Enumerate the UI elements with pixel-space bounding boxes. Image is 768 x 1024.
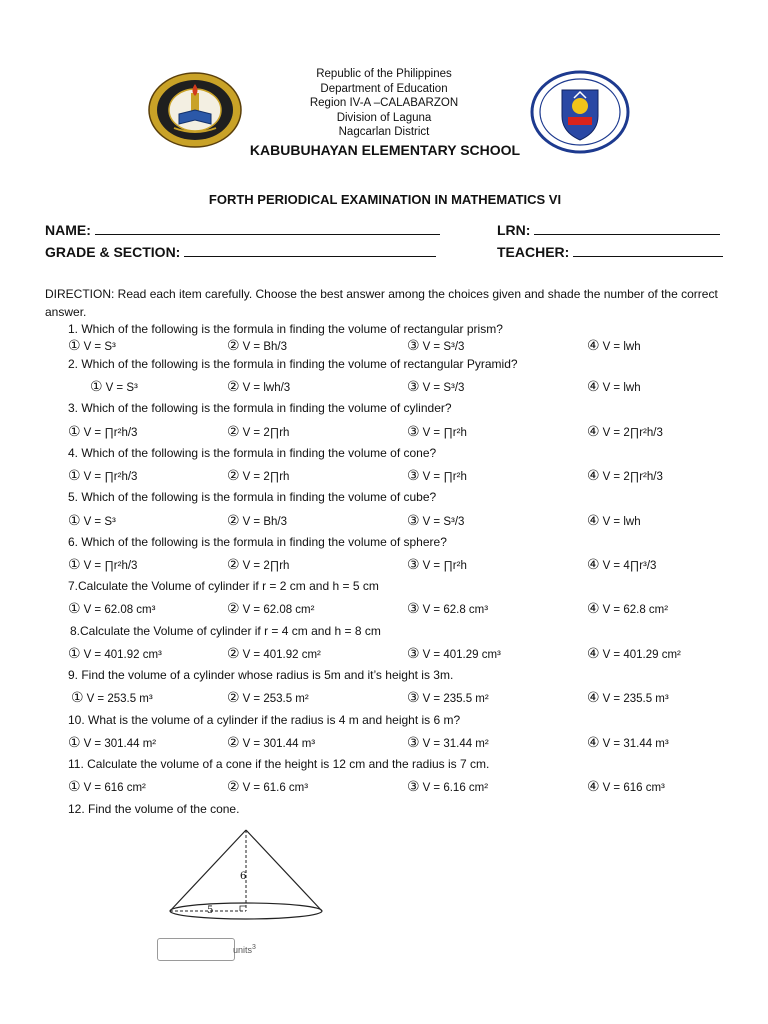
question-1-choice-2[interactable]	[227, 337, 287, 354]
question-10-text: 10. What is the volume of a cylinder if the radius is 4 m and height is 6 m?	[68, 713, 461, 727]
choice-number-bubble[interactable]: ③	[407, 378, 420, 394]
choice-text: V = ∏r²h	[422, 471, 467, 483]
choice-text: V = S³/3	[422, 341, 465, 353]
grade-section-blank[interactable]	[184, 244, 436, 257]
choice-number-bubble[interactable]: ③	[407, 778, 420, 794]
choice-number-bubble[interactable]: ③	[407, 512, 420, 528]
choice-text: V = lwh	[602, 516, 641, 528]
choice-number-bubble[interactable]: ④	[587, 337, 600, 353]
choice-text: V = 301.44 m³	[242, 738, 316, 750]
choice-number-bubble[interactable]: ②	[227, 378, 240, 394]
choice-text: V = 61.6 cm³	[242, 782, 309, 794]
question-7-choice-2[interactable]	[227, 600, 314, 617]
question-8-choice-1[interactable]	[68, 645, 162, 662]
choice-text: V = 301.44 m²	[83, 738, 157, 750]
choice-number-bubble[interactable]: ③	[407, 423, 420, 439]
choice-number-bubble[interactable]: ④	[587, 512, 600, 528]
question-6-choice-2[interactable]	[227, 556, 289, 573]
question-11-choice-3[interactable]	[407, 778, 488, 795]
question-9-choice-4[interactable]	[587, 689, 669, 706]
choice-number-bubble[interactable]: ④	[587, 467, 600, 483]
question-11-text: 11. Calculate the volume of a cone if the height is 12 cm and the radius is 7 cm.	[68, 757, 490, 771]
lrn-blank[interactable]	[534, 222, 720, 235]
choice-number-bubble[interactable]: ①	[90, 378, 103, 394]
choice-number-bubble[interactable]: ③	[407, 467, 420, 483]
choice-text: V = 401.92 cm³	[83, 649, 162, 661]
question-5-choice-1[interactable]	[68, 512, 116, 529]
choice-text: V = Bh/3	[242, 516, 287, 528]
question-10-choice-2[interactable]	[227, 734, 315, 751]
question-11-choice-1[interactable]	[68, 778, 146, 795]
question-2-choice-1[interactable]	[90, 378, 138, 395]
choice-number-bubble[interactable]: ②	[227, 600, 240, 616]
choice-number-bubble[interactable]: ①	[68, 734, 81, 750]
choice-number-bubble[interactable]: ②	[227, 689, 240, 705]
question-4-choice-2[interactable]	[227, 467, 289, 484]
choice-number-bubble[interactable]: ④	[587, 778, 600, 794]
choice-text: V = 2∏rh	[242, 560, 290, 572]
choice-text: V = 235.5 m³	[602, 693, 669, 705]
header-line-district: Nagcarlan District	[338, 126, 430, 138]
name-blank[interactable]	[95, 222, 440, 235]
choice-number-bubble[interactable]: ①	[68, 645, 81, 661]
question-1-choice-1[interactable]	[68, 337, 116, 354]
choice-text: V = lwh/3	[242, 382, 291, 394]
choice-text: V = 401.92 cm²	[242, 649, 321, 661]
teacher-label: TEACHER:	[497, 244, 570, 260]
direction-text: DIRECTION: Read each item carefully. Choose the best answer among the choices given and shade the number of the correct answer.	[45, 287, 718, 319]
choice-text: V = 62.08 cm³	[83, 604, 156, 616]
choice-text: V = S³/3	[422, 382, 465, 394]
choice-text: V = S³	[83, 516, 116, 528]
answer-input[interactable]	[157, 938, 235, 961]
question-9-choice-1[interactable]	[71, 689, 153, 706]
choice-number-bubble[interactable]: ①	[68, 778, 81, 794]
choice-text: V = ∏r²h/3	[83, 560, 138, 572]
cone-height-label: 6	[240, 871, 247, 882]
question-3-choice-2[interactable]	[227, 423, 289, 440]
question-6-choice-1[interactable]	[68, 556, 137, 573]
choice-number-bubble[interactable]: ①	[71, 689, 84, 705]
lrn-field[interactable]	[497, 222, 720, 238]
lrn-label: LRN:	[497, 222, 531, 238]
question-12-text: 12. Find the volume of the cone.	[68, 802, 240, 816]
question-5-choice-2[interactable]	[227, 512, 287, 529]
choice-text: V = lwh	[602, 382, 641, 394]
question-8-text: 8.Calculate the Volume of cylinder if r = 4 cm and h = 8 cm	[70, 624, 381, 638]
choice-number-bubble[interactable]: ③	[407, 600, 420, 616]
choice-number-bubble[interactable]: ①	[68, 337, 81, 353]
choice-number-bubble[interactable]: ④	[587, 378, 600, 394]
question-8-choice-2[interactable]	[227, 645, 321, 662]
choice-text: V = 31.44 m²	[422, 738, 489, 750]
choice-text: V = 62.8 cm²	[602, 604, 669, 616]
choice-number-bubble[interactable]: ②	[227, 556, 240, 572]
choice-number-bubble[interactable]: ②	[227, 467, 240, 483]
header-line-region: Region IV-A –CALABARZON	[309, 97, 459, 109]
header-line-department: Department of Education	[320, 83, 448, 95]
question-4-choice-1[interactable]	[68, 467, 137, 484]
choice-number-bubble[interactable]: ②	[227, 734, 240, 750]
question-3-choice-1[interactable]	[68, 423, 137, 440]
header-line-republic: Republic of the Philippines	[316, 68, 452, 80]
choice-text: V = 4∏r³/3	[602, 560, 657, 572]
question-3-choice-4[interactable]	[587, 423, 663, 440]
choice-text: V = 2∏r²h/3	[602, 471, 663, 483]
question-3-text: 3. Which of the following is the formula in finding the volume of cylinder?	[68, 401, 452, 415]
choice-text: V = 2∏rh	[242, 471, 290, 483]
choice-number-bubble[interactable]: ②	[227, 512, 240, 528]
question-9-text: 9. Find the volume of a cylinder whose radius is 5m and it’s height is 3m.	[68, 668, 454, 682]
choice-number-bubble[interactable]: ③	[407, 734, 420, 750]
choice-number-bubble[interactable]: ①	[68, 423, 81, 439]
choice-text: V = 2∏rh	[242, 427, 290, 439]
choice-number-bubble[interactable]: ①	[68, 467, 81, 483]
question-9-choice-2[interactable]	[227, 689, 309, 706]
choice-text: V = 62.08 cm²	[242, 604, 315, 616]
question-6-text: 6. Which of the following is the formula in finding the volume of sphere?	[68, 535, 447, 549]
question-8-choice-3[interactable]	[407, 645, 501, 662]
question-8-choice-4[interactable]	[587, 645, 681, 662]
question-5-choice-4[interactable]	[587, 512, 641, 529]
choice-text: V = 31.44 m³	[602, 738, 669, 750]
question-4-text: 4. Which of the following is the formula in finding the volume of cone?	[68, 446, 437, 460]
cone-radius-label: 5	[207, 905, 214, 916]
question-2-choice-2[interactable]	[227, 378, 290, 395]
choice-number-bubble[interactable]: ②	[227, 423, 240, 439]
choice-number-bubble[interactable]: ①	[68, 600, 81, 616]
question-10-choice-3[interactable]	[407, 734, 489, 751]
question-1-text: 1. Which of the following is the formula in finding the volume of rectangular prism?	[68, 322, 503, 336]
grade-section-field[interactable]	[45, 244, 436, 260]
question-11-choice-2[interactable]	[227, 778, 308, 795]
header-line-division: Division of Laguna	[336, 112, 432, 124]
choice-number-bubble[interactable]: ④	[587, 423, 600, 439]
choice-text: V = S³	[83, 341, 116, 353]
question-7-choice-1[interactable]	[68, 600, 155, 617]
school-name: KABUBUHAYAN ELEMENTARY SCHOOL	[249, 142, 521, 158]
question-3-choice-3[interactable]	[407, 423, 467, 440]
choice-number-bubble[interactable]: ③	[407, 556, 420, 572]
question-2-choice-3[interactable]	[407, 378, 464, 395]
question-6-choice-4[interactable]	[587, 556, 656, 573]
choice-number-bubble[interactable]: ④	[587, 645, 600, 661]
choice-text: V = ∏r²h/3	[83, 471, 138, 483]
question-7-choice-3[interactable]	[407, 600, 488, 617]
question-2-choice-4[interactable]	[587, 378, 641, 395]
units-text: units	[233, 945, 253, 955]
choice-text: V = ∏r²h	[422, 560, 467, 572]
choice-number-bubble[interactable]: ③	[407, 645, 420, 661]
question-7-choice-4[interactable]	[587, 600, 668, 617]
question-5-choice-3[interactable]	[407, 512, 464, 529]
kabubuhayan-school-seal-logo	[148, 72, 242, 148]
choice-text: V = S³	[105, 382, 138, 394]
question-4-choice-4[interactable]	[587, 467, 663, 484]
question-10-choice-1[interactable]	[68, 734, 156, 751]
question-7-text: 7.Calculate the Volume of cylinder if r = 2 cm and h = 5 cm	[68, 579, 379, 593]
question-10-choice-4[interactable]	[587, 734, 669, 751]
choice-number-bubble[interactable]: ①	[68, 512, 81, 528]
question-5-text: 5. Which of the following is the formula in finding the volume of cube?	[68, 490, 437, 504]
grade-section-label: GRADE & SECTION:	[45, 244, 181, 260]
question-1-choice-3[interactable]	[407, 337, 464, 354]
choice-text: V = 616 cm²	[83, 782, 146, 794]
choice-number-bubble[interactable]: ④	[587, 734, 600, 750]
choice-number-bubble[interactable]: ②	[227, 337, 240, 353]
choice-text: V = 235.5 m²	[422, 693, 489, 705]
choice-text: V = S³/3	[422, 516, 465, 528]
choice-number-bubble[interactable]: ①	[68, 556, 81, 572]
exam-title: FORTH PERIODICAL EXAMINATION IN MATHEMATICS VI	[208, 192, 562, 207]
question-4-choice-3[interactable]	[407, 467, 467, 484]
choice-text: V = 616 cm³	[602, 782, 665, 794]
choice-text: V = 2∏r²h/3	[602, 427, 663, 439]
choice-number-bubble[interactable]: ④	[587, 689, 600, 705]
choice-text: V = ∏r²h/3	[83, 427, 138, 439]
choice-number-bubble[interactable]: ④	[587, 556, 600, 572]
choice-number-bubble[interactable]: ③	[407, 337, 420, 353]
name-field[interactable]	[45, 222, 440, 238]
question-6-choice-3[interactable]	[407, 556, 467, 573]
name-label: NAME:	[45, 222, 91, 238]
choice-text: V = 401.29 cm²	[602, 649, 681, 661]
choice-text: V = 6.16 cm²	[422, 782, 489, 794]
choice-text: V = lwh	[602, 341, 641, 353]
choice-text: V = 253.5 m²	[242, 693, 309, 705]
choice-text: V = ∏r²h	[422, 427, 467, 439]
question-9-choice-3[interactable]	[407, 689, 489, 706]
choice-number-bubble[interactable]: ④	[587, 600, 600, 616]
teacher-field[interactable]	[497, 244, 723, 260]
choice-text: V = 253.5 m³	[86, 693, 153, 705]
question-11-choice-4[interactable]	[587, 778, 665, 795]
question-2-text: 2. Which of the following is the formula in finding the volume of rectangular Pyramid?	[68, 357, 518, 371]
choice-number-bubble[interactable]: ②	[227, 778, 240, 794]
choice-number-bubble[interactable]: ②	[227, 645, 240, 661]
choice-text: V = 401.29 cm³	[422, 649, 501, 661]
units-label	[233, 944, 256, 955]
cone-figure	[165, 826, 327, 922]
teacher-blank[interactable]	[573, 244, 723, 257]
choice-text: V = 62.8 cm³	[422, 604, 489, 616]
units-power: 3	[252, 944, 256, 951]
choice-number-bubble[interactable]: ③	[407, 689, 420, 705]
question-1-choice-4[interactable]	[587, 337, 641, 354]
choice-text: V = Bh/3	[242, 341, 287, 353]
